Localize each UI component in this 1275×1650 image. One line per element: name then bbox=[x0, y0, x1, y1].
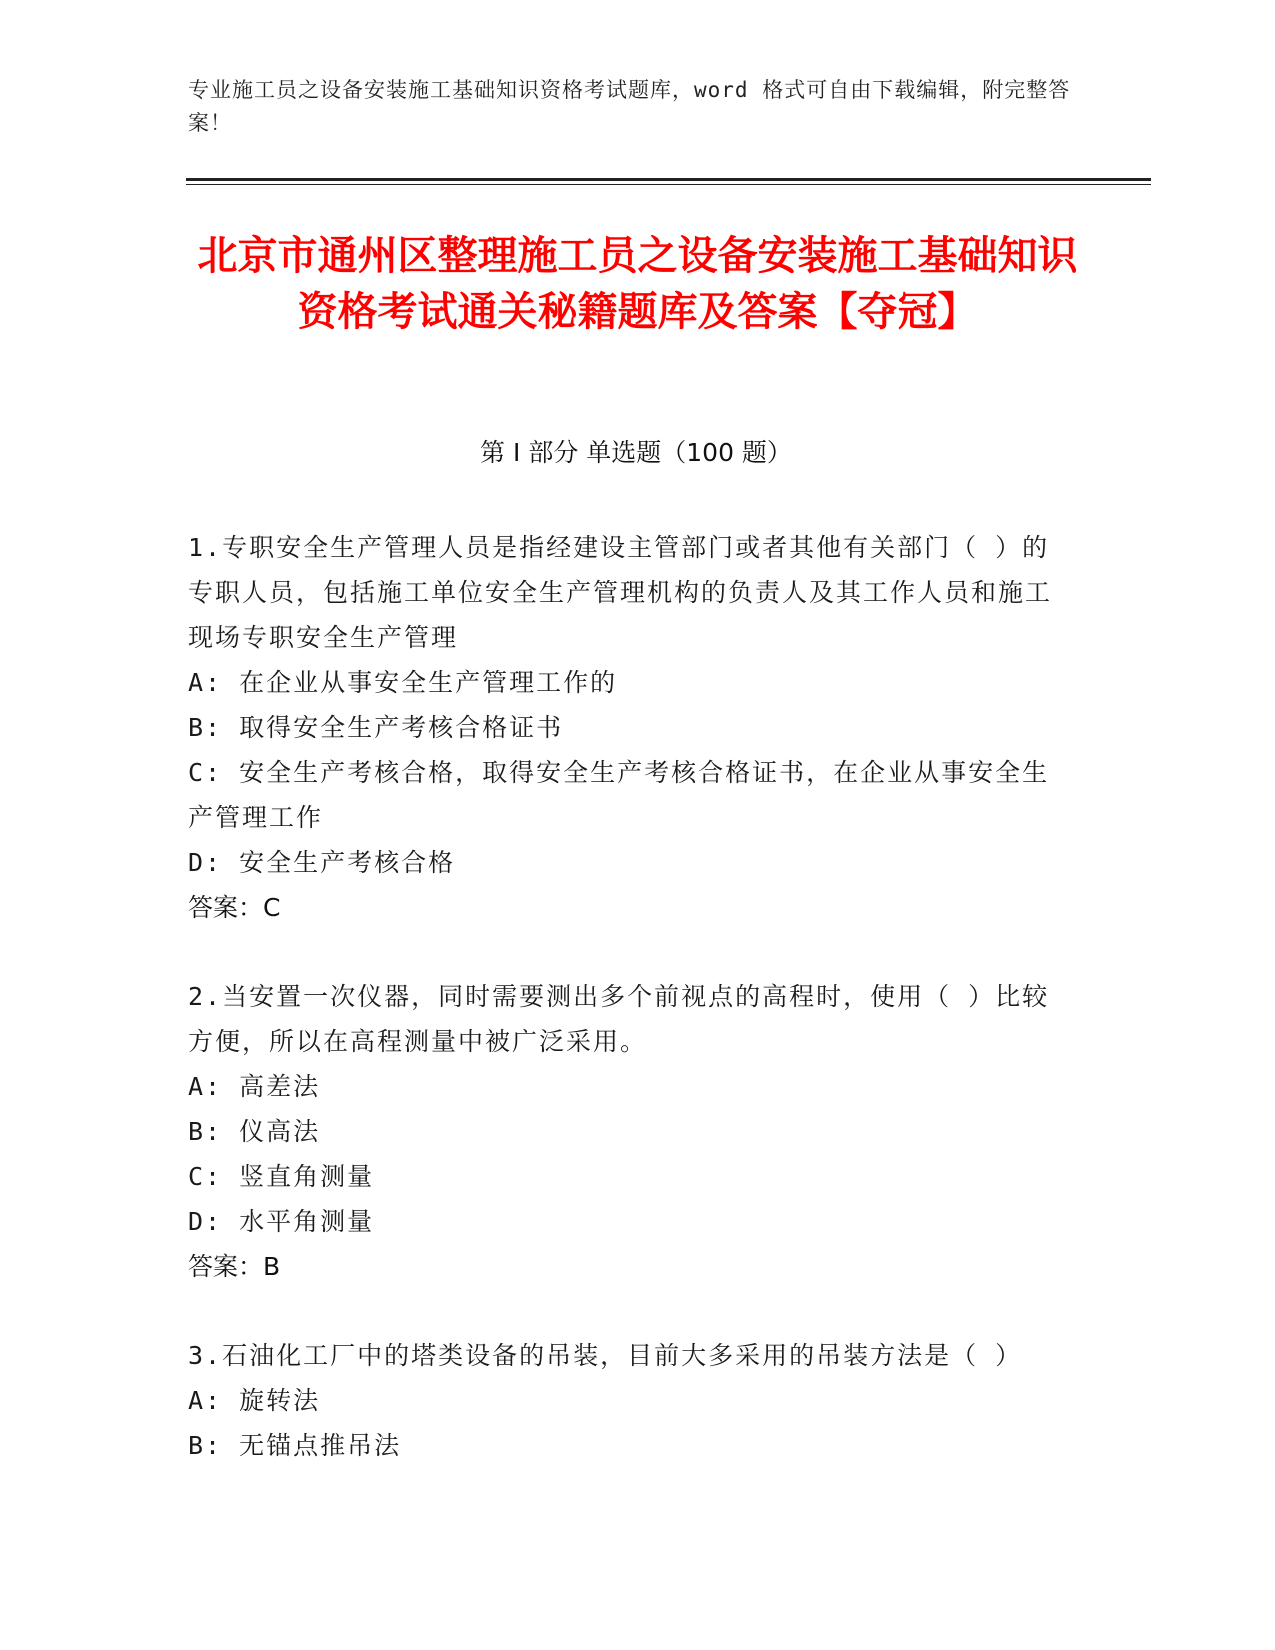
option-b: B: 无锚点推吊法 bbox=[188, 1431, 402, 1460]
option-c: C: 安全生产考核合格，取得安全生产考核合格证书，在企业从事安全生产管理工作 bbox=[188, 758, 1050, 832]
option-b: B: 取得安全生产考核合格证书 bbox=[188, 713, 564, 742]
option-b: B: 仪高法 bbox=[188, 1117, 321, 1146]
question-3 bbox=[188, 1333, 1068, 1468]
option-a: A: 在企业从事安全生产管理工作的 bbox=[188, 668, 618, 697]
header-divider-thick bbox=[186, 178, 1151, 181]
question-text: 3.石油化工厂中的塔类设备的吊装，目前大多采用的吊装方法是（ ） bbox=[188, 1341, 1023, 1370]
document-title: 北京市通州区整理施工员之设备安装施工基础知识资格考试通关秘籍题库及答案【夺冠】 bbox=[197, 233, 1078, 335]
option-d: D: 水平角测量 bbox=[188, 1207, 375, 1236]
header-note: 专业施工员之设备安装施工基础知识资格考试题库，word 格式可自由下载编辑，附完整答案！ bbox=[188, 78, 1071, 135]
question-1 bbox=[188, 525, 1068, 930]
answer: 答案：B bbox=[188, 1252, 281, 1281]
header-divider-thin bbox=[186, 184, 1151, 185]
section-title: 第 I 部分 单选题（100 题） bbox=[480, 438, 792, 467]
question-2 bbox=[188, 974, 1068, 1289]
answer: 答案：C bbox=[188, 893, 281, 922]
option-a: A: 高差法 bbox=[188, 1072, 321, 1101]
question-list bbox=[188, 525, 1068, 1512]
question-text: 1.专职安全生产管理人员是指经建设主管部门或者其他有关部门（ ）的专职人员，包括施工单位安全生产管理机构的负责人及其工作人员和施工现场专职安全生产管理 bbox=[188, 533, 1053, 652]
option-d: D: 安全生产考核合格 bbox=[188, 848, 456, 877]
option-c: C: 竖直角测量 bbox=[188, 1162, 375, 1191]
question-text: 2.当安置一次仪器，同时需要测出多个前视点的高程时，使用（ ）比较方便，所以在高程测量中被广泛采用。 bbox=[188, 982, 1050, 1056]
option-a: A: 旋转法 bbox=[188, 1386, 321, 1415]
